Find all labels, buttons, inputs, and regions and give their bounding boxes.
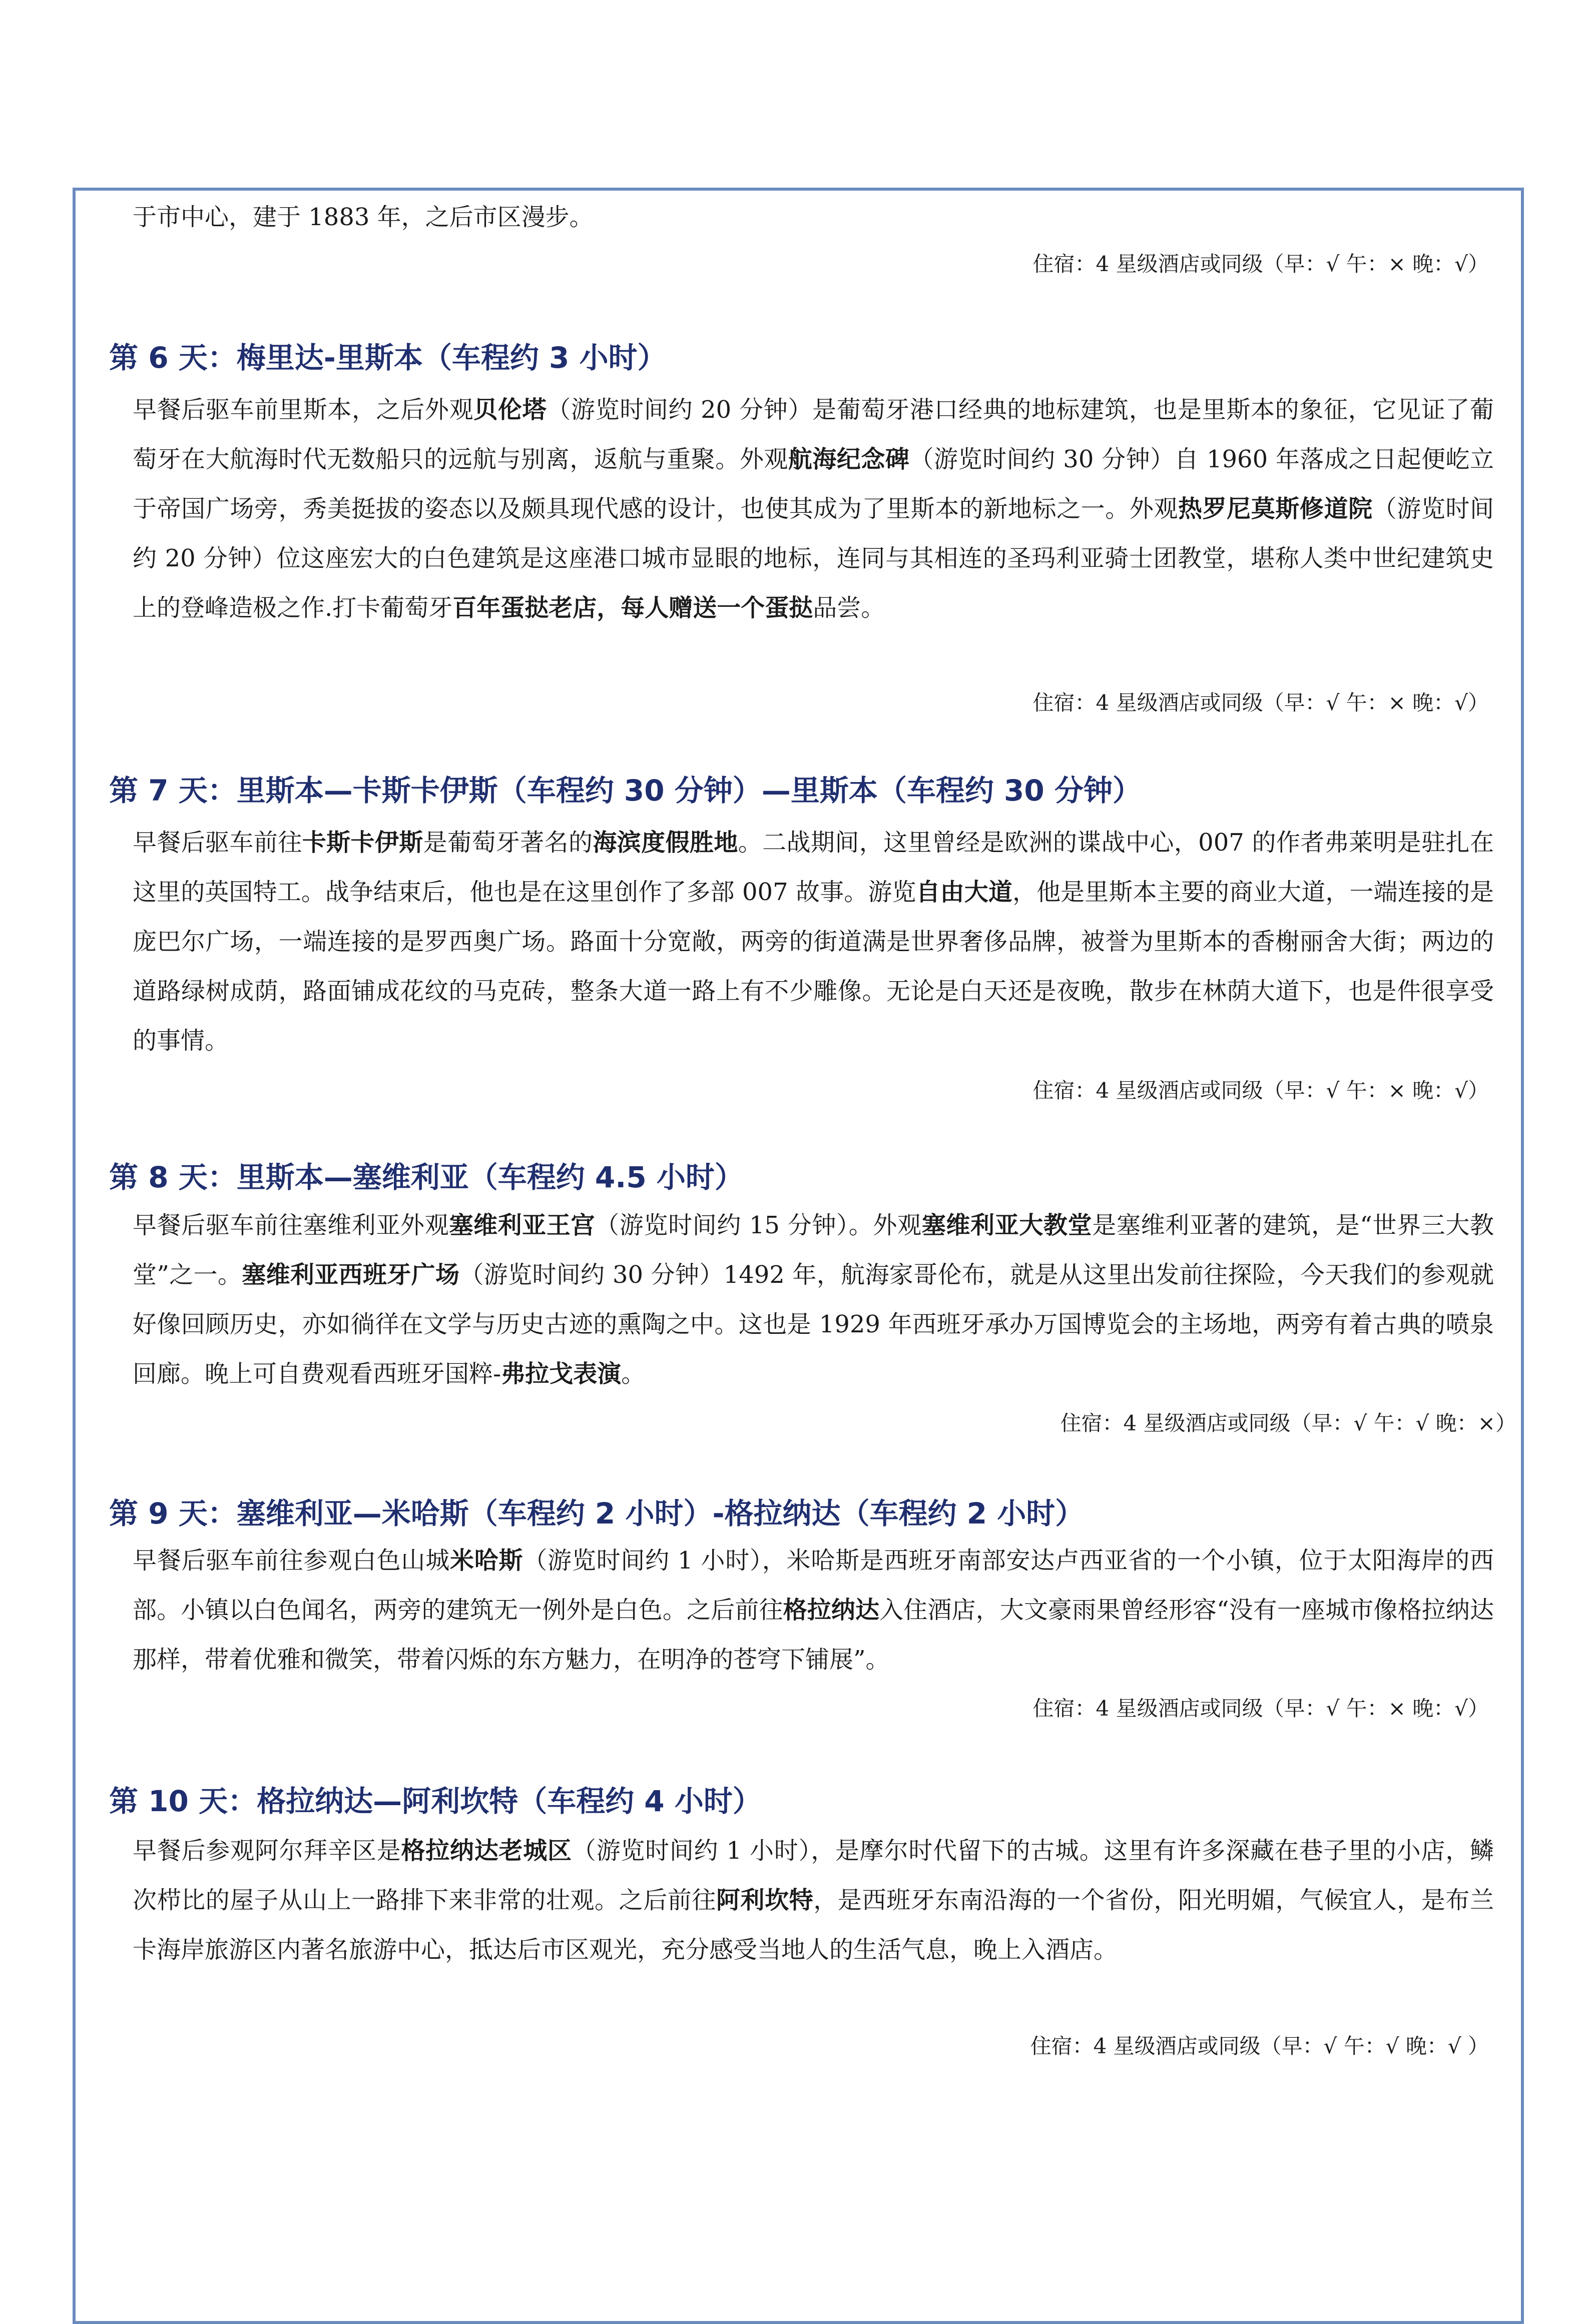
highlight: 航海纪念碑 <box>788 445 910 473</box>
stay-line: 住宿：4 星级酒店或同级（早：√ 午：√ 晚：√ ） <box>1030 2034 1489 2058</box>
highlight: 格拉纳达 <box>783 1596 880 1624</box>
highlight: 热罗尼莫斯修道院 <box>1178 495 1373 523</box>
day-title: 第 8 天：里斯本—塞维利亚（车程约 4.5 小时） <box>109 1160 744 1194</box>
highlight: 自由大道 <box>916 878 1012 906</box>
highlight: 阿利坎特 <box>716 1886 814 1914</box>
highlight: 格拉纳达老城区 <box>401 1837 572 1865</box>
highlight: 卡斯卡伊斯 <box>302 829 423 857</box>
highlight: 贝伦塔 <box>473 396 547 424</box>
stay-line: 住宿：4 星级酒店或同级（早：√ 午：× 晚：√） <box>1032 252 1489 276</box>
day-title: 第 9 天：塞维利亚—米哈斯（车程约 2 小时）-格拉纳达（车程约 2 小时） <box>109 1496 1085 1530</box>
highlight: 海滨度假胜地 <box>593 829 738 857</box>
day-title: 第 10 天：格拉纳达—阿利坎特（车程约 4 小时） <box>109 1784 762 1818</box>
stay-line: 住宿：4 星级酒店或同级（早：√ 午：× 晚：√） <box>1032 1078 1489 1103</box>
highlight: 塞维利亚王宫 <box>449 1211 596 1239</box>
highlight: 塞维利亚大教堂 <box>921 1211 1093 1239</box>
continuation-text: 于市中心，建于 1883 年，之后市区漫步。 <box>133 203 594 231</box>
day-description: 早餐后驱车前往参观白色山城米哈斯（游览时间约 1 小时），米哈斯是西班牙南部安达卢西亚省的一个小镇，位于太阳海岸的西部。小镇以白色闻名，两旁的建筑无一例外是白色。之后前往格拉纳达入住酒店，大文豪雨果曾经形容“没有一座城市像格拉纳达那样，带着优雅和微笑，带着闪烁的东方魅力，在明净的苍穹下铺展”。 <box>133 1546 1494 1674</box>
stay-line: 住宿：4 星级酒店或同级（早：√ 午：× 晚：√） <box>1032 1696 1489 1721</box>
highlight: 弗拉戈表演 <box>501 1360 622 1388</box>
day-title: 第 6 天：梅里达-里斯本（车程约 3 小时） <box>109 341 667 375</box>
day-description: 早餐后驱车前里斯本，之后外观贝伦塔（游览时间约 20 分钟）是葡萄牙港口经典的地标建筑，也是里斯本的象征，它见证了葡萄牙在大航海时代无数船只的远航与别离，返航与重聚。外观航海纪念碑（游览时间约 30 分钟）自 1960 年落成之日起便屹立于帝国广场旁，秀美挺拔的姿态以及颇具现代感的设计，也使其成为了里斯本的新地标之一。外观热罗尼莫斯修道院（游览时间约 20 分钟）位这座宏大的白色建筑是这座港口城市显眼的地标，连同与其相连的圣玛利亚骑士团教堂，堪称人类中世纪建筑史上的登峰造极之作.打卡葡萄牙百年蛋挞老店，每人赠送一个蛋挞品尝。 <box>133 396 1494 622</box>
stay-line: 住宿：4 星级酒店或同级（早：√ 午：√ 晚：×） <box>1060 1411 1516 1435</box>
day-description: 早餐后驱车前往塞维利亚外观塞维利亚王宫（游览时间约 15 分钟）。外观塞维利亚大教堂是塞维利亚著的建筑，是“世界三大教堂”之一。塞维利亚西班牙广场（游览时间约 30 分钟）1492 年，航海家哥伦布，就是从这里出发前往探险，今天我们的参观就好像回顾历史，亦如徜徉在文学与历史古迹的熏陶之中。这也是 1929 年西班牙承办万国博览会的主场地，两旁有着古典的喷泉回廊。晚上可自费观看西班牙国粹-弗拉戈表演。 <box>133 1211 1494 1388</box>
day-description: 早餐后驱车前往卡斯卡伊斯是葡萄牙著名的海滨度假胜地。二战期间，这里曾经是欧洲的谍战中心，007 的作者弗莱明是驻扎在这里的英国特工。战争结束后，他也是在这里创作了多部 007 故事。游览自由大道，他是里斯本主要的商业大道，一端连接的是庞巴尔广场，一端连接的是罗西奥广场。路面十分宽敞，两旁的街道满是世界奢侈品牌，被誉为里斯本的香榭丽舍大街；两边的道路绿树成荫，路面铺成花纹的马克砖，整条大道一路上有不少雕像。无论是白天还是夜晚，散步在林荫大道下，也是件很享受的事情。 <box>133 829 1494 1055</box>
highlight: 塞维利亚西班牙广场 <box>242 1261 460 1289</box>
day-title: 第 7 天：里斯本—卡斯卡伊斯（车程约 30 分钟）—里斯本（车程约 30 分钟） <box>109 773 1142 808</box>
highlight: 百年蛋挞老店，每人赠送一个蛋挞 <box>452 594 813 622</box>
highlight: 米哈斯 <box>449 1546 523 1575</box>
day-description: 早餐后参观阿尔拜辛区是格拉纳达老城区（游览时间约 1 小时），是摩尔时代留下的古城。这里有许多深藏在巷子里的小店，鳞次栉比的屋子从山上一路排下来非常的壮观。之后前往阿利坎特，是西班牙东南沿海的一个省份，阳光明媚，气候宜人，是布兰卡海岸旅游区内著名旅游中心，抵达后市区观光，充分感受当地人的生活气息，晚上入酒店。 <box>133 1837 1494 1964</box>
stay-line: 住宿：4 星级酒店或同级（早：√ 午：× 晚：√） <box>1032 690 1489 715</box>
